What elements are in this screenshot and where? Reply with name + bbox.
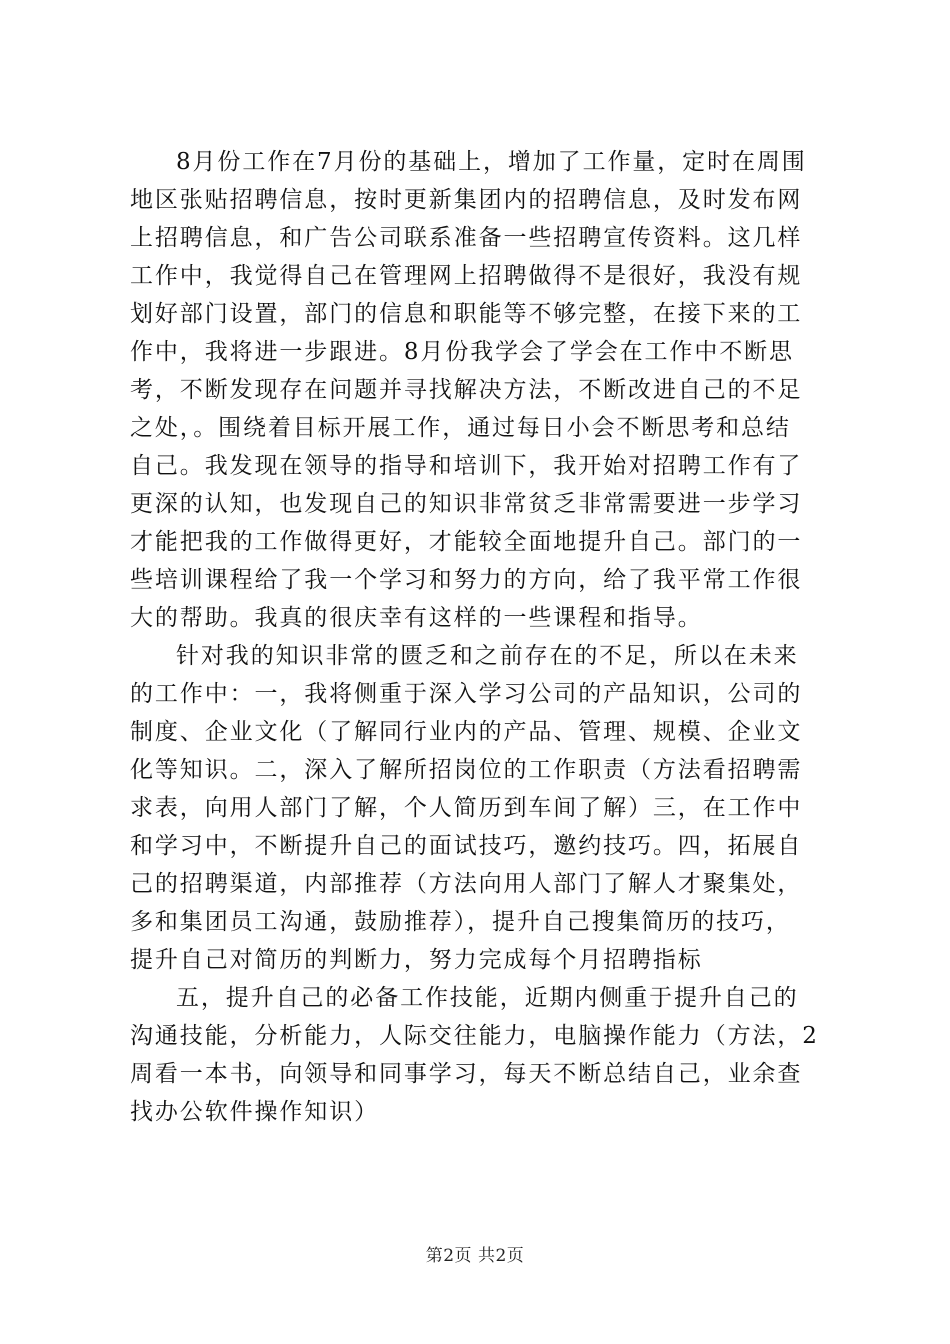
paragraph-2 (130, 637, 835, 979)
text-line: 多和集团员工沟通，鼓励推荐），提升自己搜集简历的技巧， (130, 909, 791, 935)
paragraph-3 (130, 979, 835, 1131)
document-body (130, 143, 835, 1131)
text-line: 制度、企业文化（了解同行业内的产品、管理、规模、企业文 (130, 719, 803, 745)
text-line: 8月份工作在7月份的基础上，增加了工作量，定时在周围 (176, 149, 807, 175)
text-line: 五，提升自己的必备工作技能，近期内侧重于提升自己的 (176, 985, 799, 1011)
text-line: 考，不断发现存在问题并寻找解决方法，不断改进自己的不足 (130, 377, 803, 403)
text-line: 之处，。围绕着目标开展工作，通过每日小会不断思考和总结 (130, 415, 791, 441)
text-line: 和学习中，不断提升自己的面试技巧，邀约技巧。四，拓展自 (130, 833, 803, 859)
text-line: 作中，我将进一步跟进。8月份我学会了学会在工作中不断思 (130, 339, 794, 365)
text-line: 划好部门设置，部门的信息和职能等不够完整，在接下来的工 (130, 301, 803, 327)
text-line: 自己。我发现在领导的指导和培训下，我开始对招聘工作有了 (130, 453, 803, 479)
text-line: 些培训课程给了我一个学习和努力的方向，给了我平常工作很 (130, 567, 803, 593)
page-number-footer: 第2页 共2页 (425, 1246, 525, 1266)
text-line: 大的帮助。我真的很庆幸有这样的一些课程和指导。 (130, 605, 703, 631)
text-line: 找办公软件操作知识） (130, 1099, 379, 1125)
text-line: 化等知识。二，深入了解所招岗位的工作职责（方法看招聘需 (130, 757, 803, 783)
text-line: 周看一本书，向领导和同事学习，每天不断总结自己，业余查 (130, 1061, 803, 1087)
text-line: 更深的认知，也发现自己的知识非常贫乏非常需要进一步学习 (130, 491, 803, 517)
text-line: 才能把我的工作做得更好，才能较全面地提升自己。部门的一 (130, 529, 803, 555)
text-line: 求表，向用人部门了解，个人简历到车间了解）三，在工作中 (130, 795, 803, 821)
text-line: 的工作中：一，我将侧重于深入学习公司的产品知识，公司的 (130, 681, 803, 707)
text-line: 己的招聘渠道，内部推荐（方法向用人部门了解人才聚集处， (130, 871, 803, 897)
text-line: 地区张贴招聘信息，按时更新集团内的招聘信息，及时发布网 (130, 187, 803, 213)
text-line: 上招聘信息，和广告公司联系准备一些招聘宣传资料。这几样 (130, 225, 803, 251)
text-line: 提升自己对简历的判断力，努力完成每个月招聘指标 (130, 947, 703, 973)
text-line: 工作中，我觉得自己在管理网上招聘做得不是很好，我没有规 (130, 263, 803, 289)
text-line: 针对我的知识非常的匮乏和之前存在的不足，所以在未来 (176, 643, 799, 669)
paragraph-1 (130, 143, 835, 637)
text-line: 沟通技能，分析能力，人际交往能力，电脑操作能力（方法，2 (130, 1023, 819, 1049)
